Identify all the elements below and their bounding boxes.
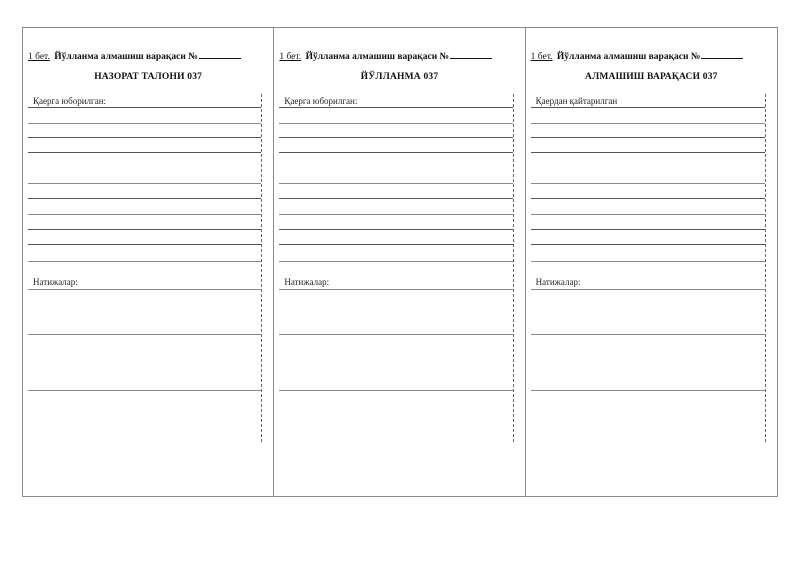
cut-line [513,94,514,442]
sent-to-line[interactable] [279,198,512,199]
results-line[interactable] [531,334,765,335]
panel-referral [274,28,525,496]
sent-to-line[interactable] [279,107,512,108]
returned-from-line[interactable] [531,107,765,108]
panel-control-coupon [23,28,274,496]
results-label: Натижалар: [284,277,330,287]
page-number: 1 бет. [28,52,50,62]
panel-header-line [28,49,241,62]
cut-line [261,94,262,442]
sent-to-line[interactable] [279,123,512,124]
sent-to-line[interactable] [279,152,512,153]
form-title: Йўлланма алмашиш варақаси № [54,52,198,62]
results-label: Натижалар: [535,277,581,287]
panel-title: ЙЎЛЛАНМА 037 [360,72,439,82]
page-number: 1 бет. [279,52,302,62]
sent-to-label: Қаерга юборилган: [33,96,107,106]
sent-to-line[interactable] [28,107,261,108]
page-number: 1 бет. [530,52,553,62]
sent-to-line[interactable] [28,183,261,184]
results-line[interactable] [279,334,512,335]
form-title: Йўлланма алмашиш варақаси № [556,52,701,62]
returned-from-line[interactable] [531,183,765,184]
form-title: Йўлланма алмашиш варақаси № [305,52,450,62]
number-blank[interactable] [701,49,743,59]
returned-from-label: Қаердан қайтарилган [535,96,618,106]
sent-to-line[interactable] [28,261,261,262]
sent-to-line[interactable] [279,214,512,215]
cut-line [765,94,766,442]
sent-to-line[interactable] [28,229,261,230]
results-line[interactable] [279,289,512,290]
returned-from-line[interactable] [531,229,765,230]
results-line[interactable] [279,390,512,391]
returned-from-line[interactable] [531,137,765,138]
sent-to-line[interactable] [28,123,261,124]
panel-title: НАЗОРАТ ТАЛОНИ 037 [94,72,203,82]
sent-to-line[interactable] [28,198,261,199]
results-line[interactable] [28,390,261,391]
sent-to-line[interactable] [28,214,261,215]
form-sheet [22,27,778,497]
number-blank[interactable] [450,49,492,59]
sent-to-line[interactable] [28,137,261,138]
panel-exchange-sheet [526,28,777,496]
returned-from-line[interactable] [531,214,765,215]
results-line[interactable] [28,334,261,335]
returned-from-line[interactable] [531,198,765,199]
sent-to-line[interactable] [279,261,512,262]
returned-from-line[interactable] [531,123,765,124]
returned-from-line[interactable] [531,152,765,153]
sent-to-label: Қаерга юборилган: [284,96,358,106]
returned-from-line[interactable] [531,244,765,245]
sent-to-line[interactable] [28,152,261,153]
results-line[interactable] [531,390,765,391]
panel-header-line [531,49,744,62]
returned-from-line[interactable] [531,261,765,262]
number-blank[interactable] [199,49,241,59]
results-line[interactable] [531,289,765,290]
results-label: Натижалар: [33,277,78,287]
sent-to-line[interactable] [279,229,512,230]
panel-header-line [279,49,492,62]
sent-to-line[interactable] [28,244,261,245]
panel-title: АЛМАШИШ ВАРАҚАСИ 037 [585,72,718,82]
sent-to-line[interactable] [279,244,512,245]
sent-to-line[interactable] [279,137,512,138]
results-line[interactable] [28,289,261,290]
sent-to-line[interactable] [279,183,512,184]
